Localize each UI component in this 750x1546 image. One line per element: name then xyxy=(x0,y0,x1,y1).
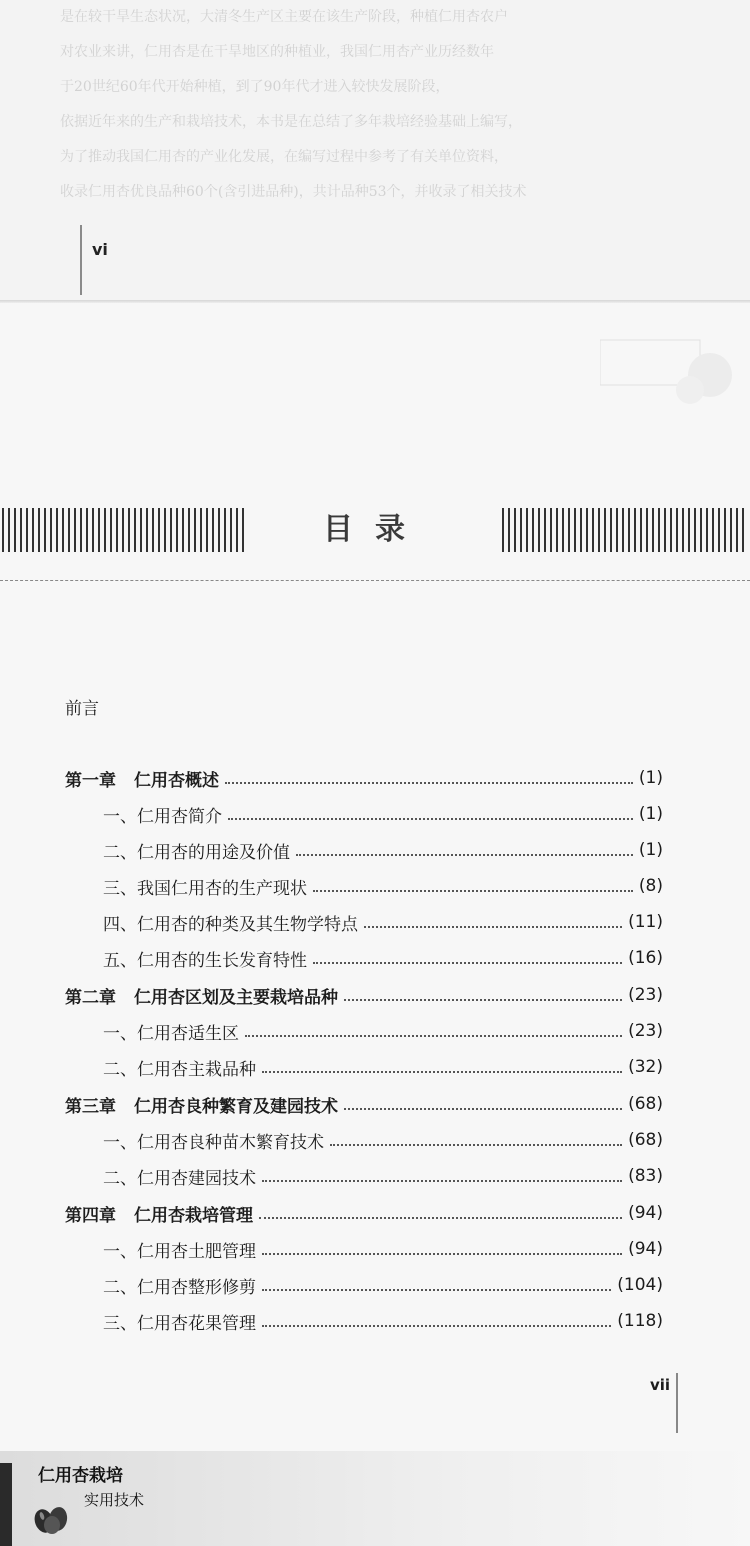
toc-page-number: (94) xyxy=(628,1203,663,1223)
apricot-kernel-icon xyxy=(30,1501,78,1535)
toc-entry-label: 二、仁用杏主栽品种 xyxy=(103,1059,256,1080)
previous-page xyxy=(0,0,750,300)
corner-flower-watermark xyxy=(600,335,740,405)
prev-line: 是在较干旱生态状况，大清冬生产区主要在该生产阶段，种植仁用杏农户 xyxy=(60,9,508,25)
leader-dots xyxy=(313,889,633,892)
toc-entry-section[interactable] xyxy=(103,1122,663,1158)
toc-page-number: (23) xyxy=(628,1021,663,1041)
prev-line: 为了推动我国仁用杏的产业化发展，在编写过程中参考了有关单位资料， xyxy=(60,149,508,165)
leader-dots xyxy=(262,1252,622,1255)
toc-entry-label: 仁用杏区划及主要栽培品种 xyxy=(134,987,338,1008)
footer-brand-bar xyxy=(0,1463,12,1546)
toc-entry-section[interactable] xyxy=(103,940,663,976)
toc-entry-label: 二、仁用杏的用途及价值 xyxy=(103,842,290,863)
toc-entry-label: 二、仁用杏整形修剪 xyxy=(103,1277,256,1298)
title-hatch-right xyxy=(502,508,744,552)
leader-dots xyxy=(330,1143,622,1146)
footer-book-subtitle: 实用技术 xyxy=(84,1491,145,1509)
toc-entry-section[interactable] xyxy=(103,1158,663,1194)
toc-page-number: (32) xyxy=(628,1057,663,1077)
toc-entry-label: 一、仁用杏土肥管理 xyxy=(103,1241,256,1262)
toc-entry-label: 前言 xyxy=(65,698,99,719)
toc-entry-chapter[interactable] xyxy=(65,977,663,1013)
toc-entry-section[interactable] xyxy=(103,1013,663,1049)
leader-dots xyxy=(228,817,633,820)
previous-page-bleed-text xyxy=(60,0,720,210)
leader-dots xyxy=(245,1034,622,1037)
leader-dots xyxy=(259,1216,622,1219)
leader-dots xyxy=(364,925,622,928)
toc-page-number: (83) xyxy=(628,1166,663,1186)
toc-entry-section[interactable] xyxy=(103,1267,663,1303)
chapter-number: 第四章 xyxy=(65,1205,116,1226)
toc-entry-section[interactable] xyxy=(103,868,663,904)
toc-page-number: (118) xyxy=(617,1311,663,1331)
leader-dots xyxy=(262,1324,611,1327)
prev-line: 依据近年来的生产和栽培技术，本书是在总结了多年栽培经验基础上编写， xyxy=(60,114,522,130)
folio-rule xyxy=(676,1373,678,1433)
footer-book-title: 仁用杏栽培 xyxy=(38,1466,123,1486)
toc-entry-section[interactable] xyxy=(103,1303,663,1339)
leader-dots xyxy=(262,1179,622,1182)
chapter-number: 第二章 xyxy=(65,987,116,1008)
toc-entry-label: 一、仁用杏适生区 xyxy=(103,1023,239,1044)
toc-page-number: (104) xyxy=(617,1275,663,1295)
toc-entry-preface[interactable] xyxy=(65,688,665,724)
toc-page-number: (68) xyxy=(628,1130,663,1150)
toc-entry-label: 仁用杏良种繁育及建园技术 xyxy=(134,1096,338,1117)
toc-entry-label: 一、仁用杏良种苗木繁育技术 xyxy=(103,1132,324,1153)
prev-line: 于20世纪60年代开始种植，到了90年代才进入较快发展阶段， xyxy=(60,79,450,95)
toc-entry-label: 二、仁用杏建园技术 xyxy=(103,1168,256,1189)
toc-page-number: (16) xyxy=(628,948,663,968)
page-number: vii xyxy=(650,1376,671,1394)
toc-page-number: (11) xyxy=(628,912,663,932)
toc-entry-section[interactable] xyxy=(103,796,663,832)
toc-entry-label: 一、仁用杏简介 xyxy=(103,806,222,827)
previous-page-number: vi xyxy=(92,240,108,259)
toc-entry-label: 仁用杏栽培管理 xyxy=(134,1205,253,1226)
leader-dots xyxy=(344,998,622,1001)
toc-entry-label: 三、仁用杏花果管理 xyxy=(103,1313,256,1334)
toc-entry-section[interactable] xyxy=(103,832,663,868)
toc-entry-section[interactable] xyxy=(103,1231,663,1267)
toc-entry-chapter[interactable] xyxy=(65,1086,663,1122)
title-dashed-rule xyxy=(0,580,750,581)
toc-entry-label: 四、仁用杏的种类及其生物学特点 xyxy=(103,914,358,935)
toc-page-number: (1) xyxy=(638,768,663,788)
page-title: 目录 xyxy=(323,512,427,547)
toc-entry-section[interactable] xyxy=(103,904,663,940)
toc-entry-chapter[interactable] xyxy=(65,1195,663,1231)
prev-line: 收录仁用杏优良品种60个(含引进品种)，共计品种53个，并收录了相关技术 xyxy=(60,184,527,200)
chapter-number: 第三章 xyxy=(65,1096,116,1117)
toc-page-number: (94) xyxy=(628,1239,663,1259)
leader-dots xyxy=(225,781,633,784)
toc-entry-label: 五、仁用杏的生长发育特性 xyxy=(103,950,307,971)
title-hatch-left xyxy=(2,508,246,552)
toc-entry-label: 三、我国仁用杏的生产现状 xyxy=(103,878,307,899)
leader-dots xyxy=(313,961,622,964)
toc-page-number: (1) xyxy=(638,840,663,860)
toc-page-number: (68) xyxy=(628,1094,663,1114)
chapter-number: 第一章 xyxy=(65,770,116,791)
toc-page-number: (23) xyxy=(628,985,663,1005)
toc-title-band xyxy=(0,508,750,552)
toc-page xyxy=(0,303,750,1546)
leader-dots xyxy=(262,1288,611,1291)
toc-entry-chapter[interactable] xyxy=(65,760,663,796)
toc-entry-label: 仁用杏概述 xyxy=(134,770,219,791)
previous-folio-rule xyxy=(80,225,82,295)
leader-dots xyxy=(344,1107,622,1110)
prev-line: 对农业来讲，仁用杏是在干旱地区的种植业，我国仁用杏产业历经数年 xyxy=(60,44,494,60)
leader-dots xyxy=(296,853,633,856)
toc-entry-section[interactable] xyxy=(103,1049,663,1085)
toc-page-number: (8) xyxy=(638,876,663,896)
toc-page-number: (1) xyxy=(638,804,663,824)
leader-dots xyxy=(262,1070,622,1073)
